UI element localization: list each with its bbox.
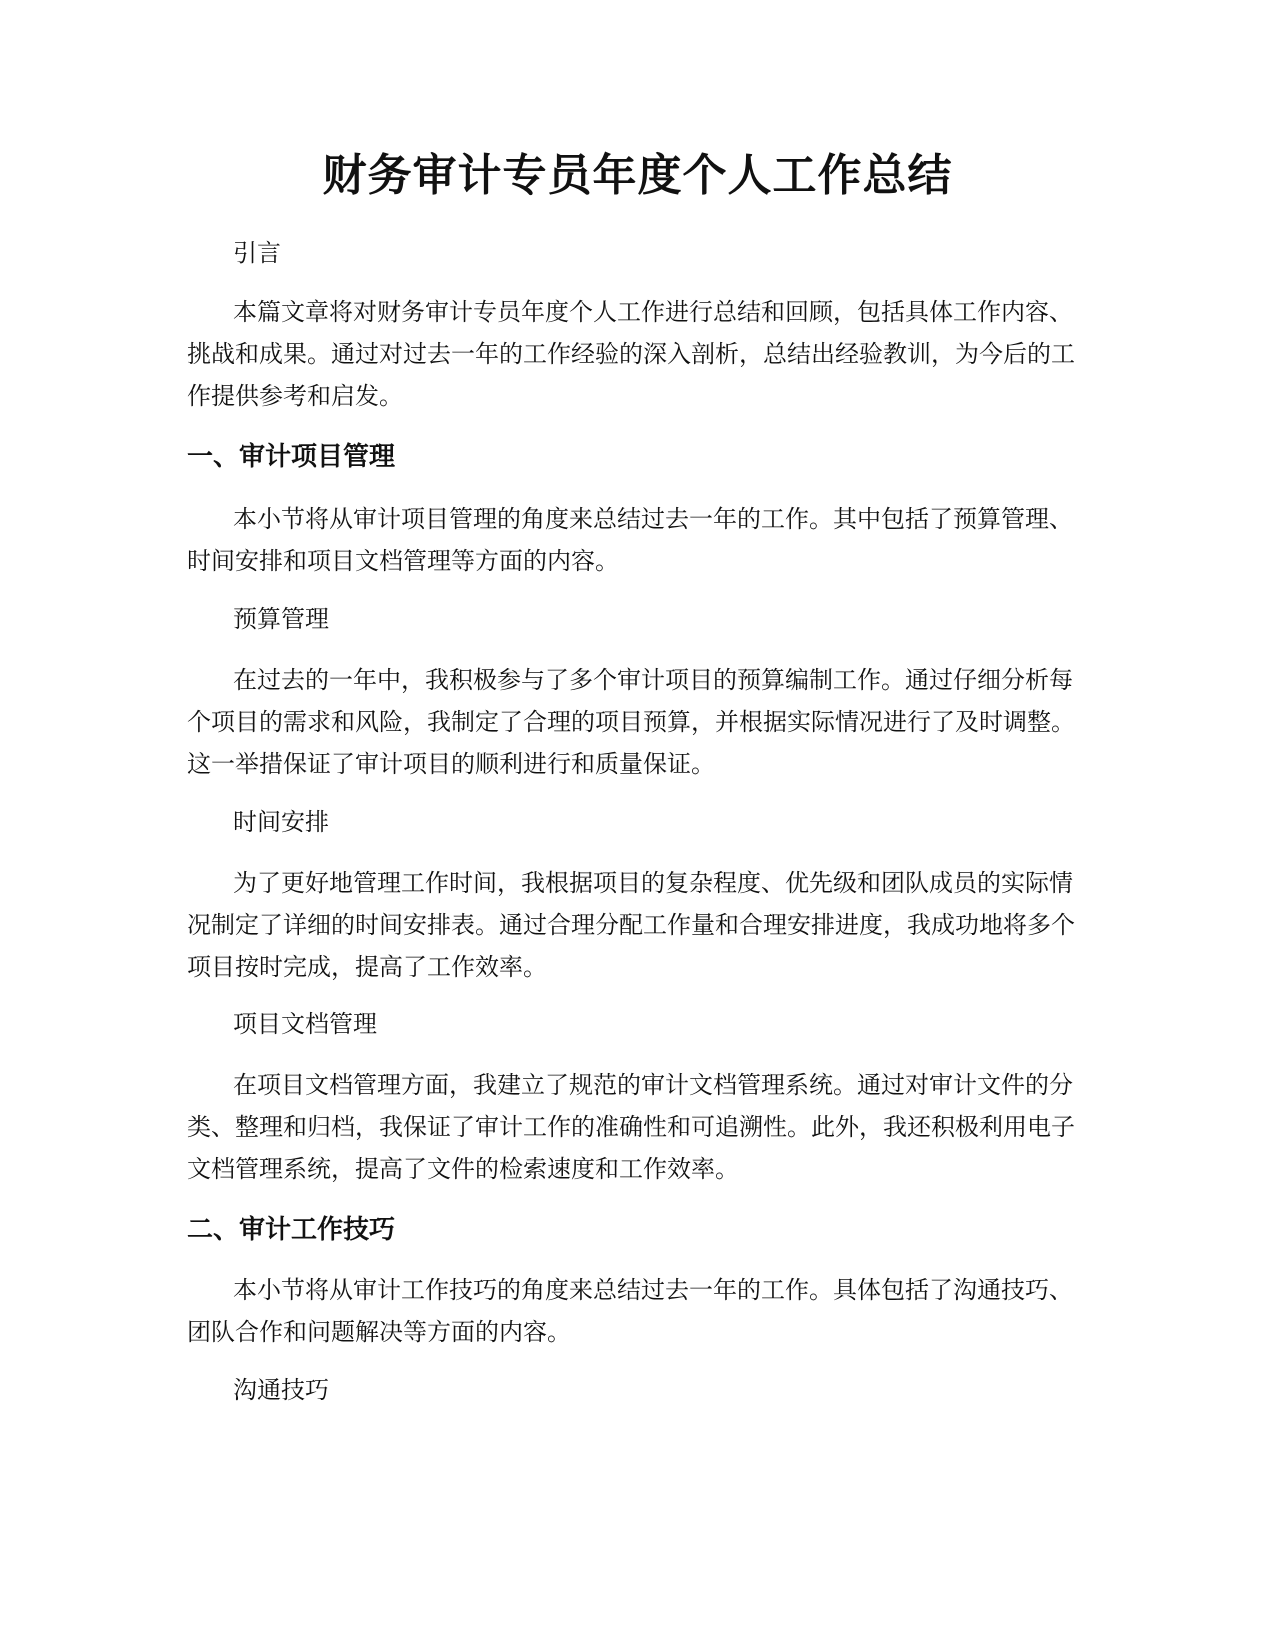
section-intro-audit-skills: 本小节将从审计工作技巧的角度来总结过去一年的工作。具体包括了沟通技巧、团队合作和问题解决等方面的内容。: [187, 1276, 1073, 1346]
section-heading-audit-skills: 二、审计工作技巧: [187, 1215, 396, 1245]
section-intro-project-management: 本小节将从审计项目管理的角度来总结过去一年的工作。其中包括了预算管理、时间安排和项目文档管理等方面的内容。: [187, 505, 1073, 575]
subsection-text-documents: 在项目文档管理方面，我建立了规范的审计文档管理系统。通过对审计文件的分类、整理和归档，我保证了审计工作的准确性和可追溯性。此外，我还积极利用电子文档管理系统，提高了文件的检索速度和工作效率。: [187, 1071, 1075, 1183]
subsection-text-budget: 在过去的一年中，我积极参与了多个审计项目的预算编制工作。通过仔细分析每个项目的需求和风险，我制定了合理的项目预算，并根据实际情况进行了及时调整。这一举措保证了审计项目的顺利进行和质量保证。: [187, 666, 1075, 778]
intro-heading: 引言: [233, 239, 281, 267]
document-title: 财务审计专员年度个人工作总结: [322, 150, 953, 201]
section-heading-project-management: 一、审计项目管理: [187, 442, 396, 472]
intro-paragraph: 本篇文章将对财务审计专员年度个人工作进行总结和回顾，包括具体工作内容、挑战和成果。通过对过去一年的工作经验的深入剖析，总结出经验教训，为今后的工作提供参考和启发。: [187, 298, 1075, 410]
subsection-heading-schedule: 时间安排: [233, 808, 329, 836]
subsection-heading-budget: 预算管理: [233, 605, 329, 633]
subsection-heading-communication: 沟通技巧: [233, 1376, 329, 1404]
subsection-text-schedule: 为了更好地管理工作时间，我根据项目的复杂程度、优先级和团队成员的实际情况制定了详细的时间安排表。通过合理分配工作量和合理安排进度，我成功地将多个项目按时完成，提高了工作效率。: [187, 869, 1075, 981]
subsection-heading-documents: 项目文档管理: [233, 1010, 377, 1038]
